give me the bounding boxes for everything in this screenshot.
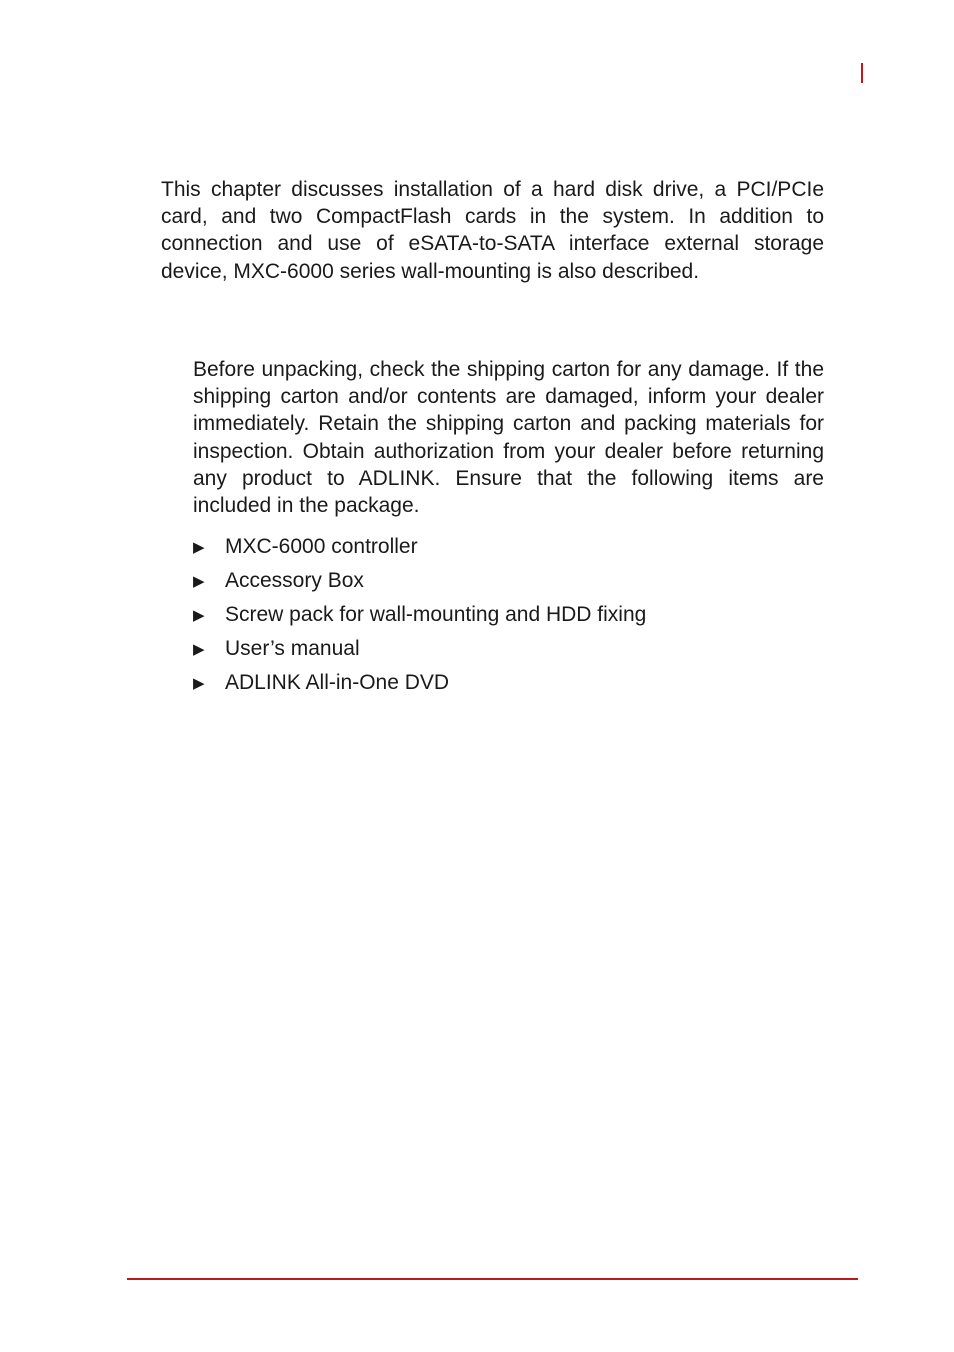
bullet-arrow-icon: ▶ xyxy=(193,641,205,658)
list-item-label: User’s manual xyxy=(225,637,360,660)
list-item-label: MXC-6000 controller xyxy=(225,535,418,558)
list-item xyxy=(193,564,824,598)
header-marker xyxy=(861,63,863,83)
package-items-list xyxy=(193,530,824,700)
list-item xyxy=(193,530,824,564)
list-item xyxy=(193,632,824,666)
bullet-arrow-icon: ▶ xyxy=(193,607,205,624)
bullet-arrow-icon: ▶ xyxy=(193,573,205,590)
bullet-arrow-icon: ▶ xyxy=(193,539,205,556)
list-item-label: ADLINK All-in-One DVD xyxy=(225,671,450,694)
list-item-label: Accessory Box xyxy=(225,569,364,592)
unpacking-paragraph: Before unpacking, check the shipping carton for any damage. If the shipping carton and/or contents are damaged, inform your dealer immediately. Retain the shipping carton and packing materials for inspection. Obtain authorization from your dealer before returning any product to ADLINK. Ensure that the following items are included in the package. xyxy=(193,358,824,518)
bullet-arrow-icon: ▶ xyxy=(193,675,205,692)
intro-paragraph: This chapter discusses installation of a hard disk drive, a PCI/PCIe card, and two CompactFlash cards in the system. In addition to connection and use of eSATA-to-SATA interface external storage device, MXC-6000 series wall-mounting is also described. xyxy=(161,178,824,283)
list-item xyxy=(193,598,824,632)
list-item-label: Screw pack for wall-mounting and HDD fixing xyxy=(225,603,647,626)
footer-rule xyxy=(127,1278,858,1280)
list-item xyxy=(193,666,824,700)
